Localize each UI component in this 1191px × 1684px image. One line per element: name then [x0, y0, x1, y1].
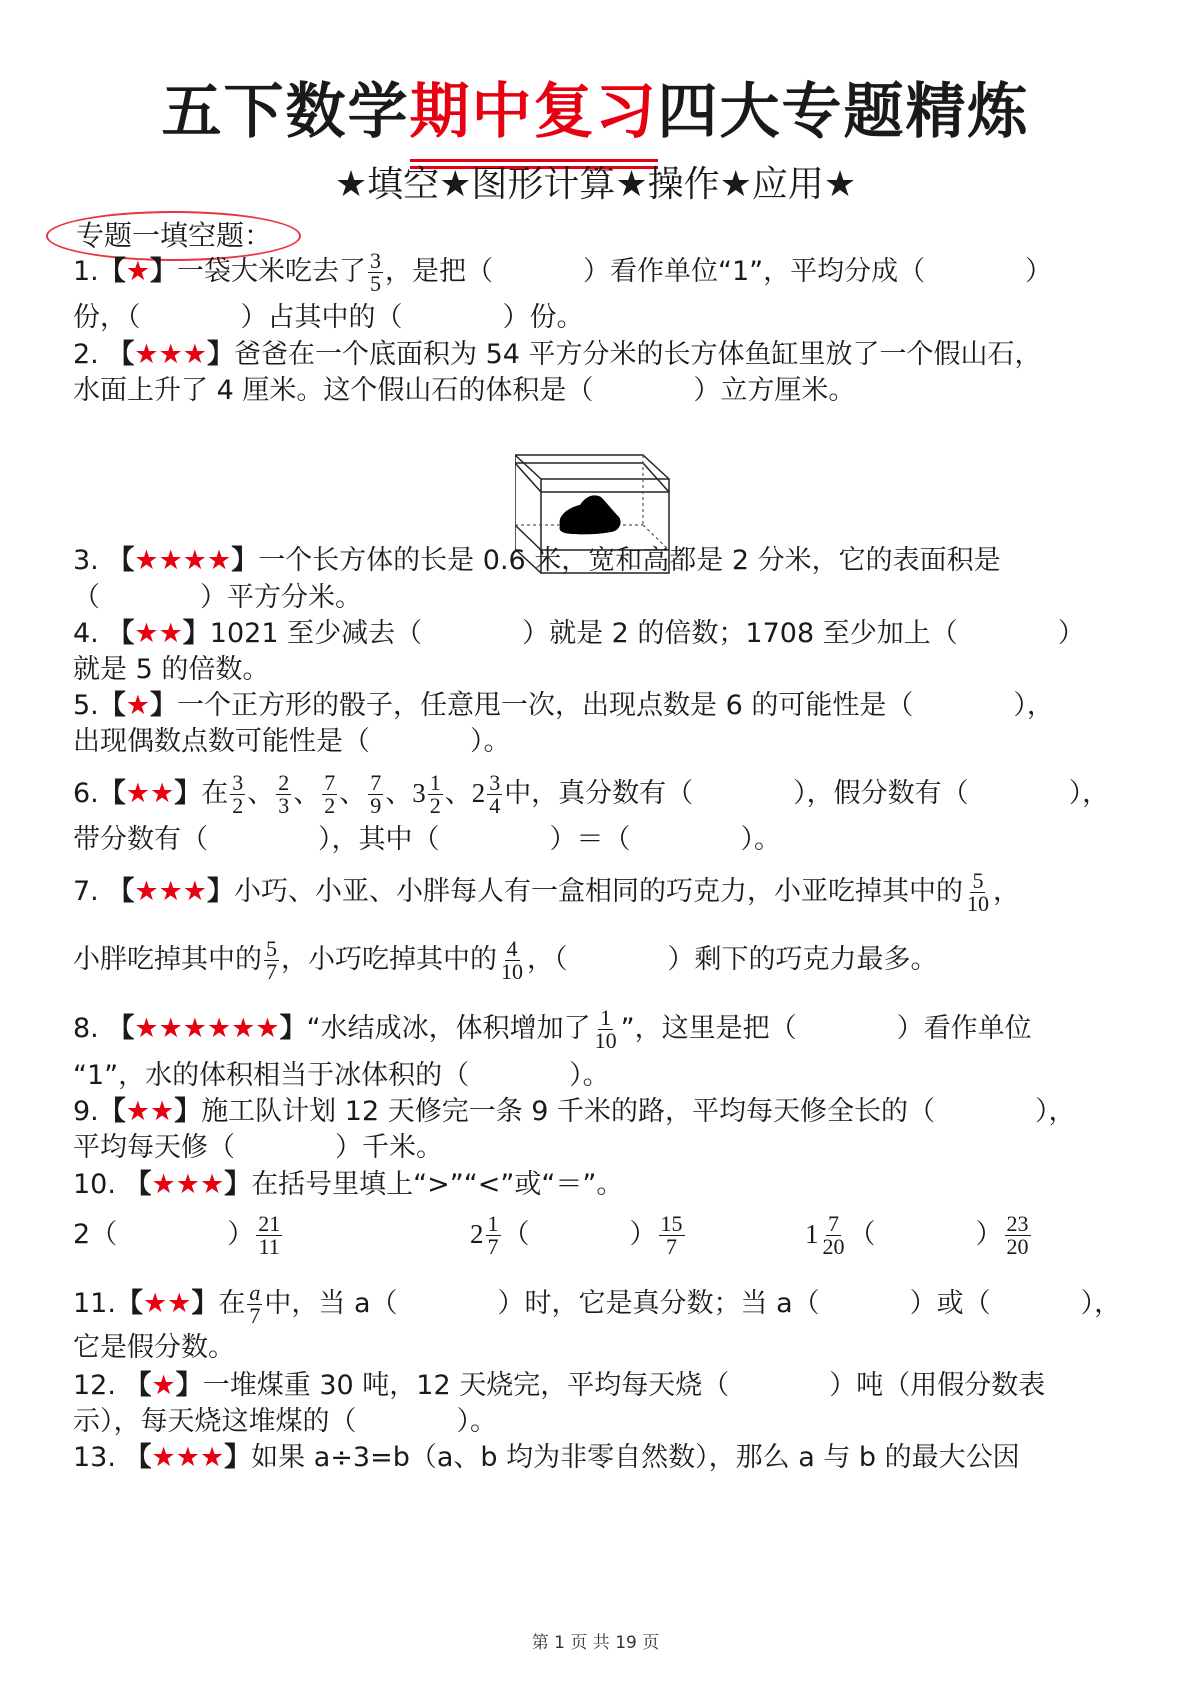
q-text: ）。 [569, 1060, 610, 1091]
q-text: ）或（ [909, 1288, 991, 1319]
question-4-line2 [73, 652, 269, 688]
difficulty-stars: ★★ [125, 1096, 175, 1127]
question-6-line2 [73, 822, 781, 858]
q-text: 就是 5 的倍数。 [73, 654, 270, 685]
q-num: 11. [73, 1288, 116, 1319]
question-8-line2 [73, 1058, 610, 1094]
q-text: “水结成冰，体积增加了 [306, 1013, 591, 1044]
title-highlight: 期中复习 [410, 72, 658, 152]
fraction: $\frac{3}{2}$ [232, 770, 244, 818]
q-text: 它是假分数。 [73, 1332, 235, 1363]
q-text: 如果 a÷3=b（a、b 均为非零自然数），那么 a 与 b 的最大公因 [251, 1442, 1020, 1473]
question-12: 12. 【★】一堆煤重 30 吨，12 天烧完，平均每天烧（ ）吨（用假分数表 [73, 1370, 1046, 1401]
q-text: ）千米。 [335, 1132, 443, 1163]
q-text: ）看作单位“1”，平均分成（ [582, 256, 926, 287]
fraction: $\frac{4}{10}$ [501, 936, 523, 984]
question-2-line2 [73, 373, 855, 409]
q-text: 平均每天修（ [73, 1132, 235, 1163]
q-text: ） [1025, 256, 1053, 287]
fraction: $\frac{2}{3}$ [278, 770, 290, 818]
q-num: 8. [73, 1013, 99, 1044]
question-1: 1.【★】一袋大米吃去了 $\frac{3}{5}$ ，是把（ ）看作单位“1”，平均分成（ ） [73, 248, 1053, 296]
difficulty-stars: ★★★★★★ [134, 1013, 280, 1044]
q-text: 施工队计划 12 天修完一条 9 千米的路，平均每天修全长的（ [201, 1096, 936, 1127]
q-text: ）平方分米。 [200, 582, 362, 613]
q-text: ）吨（用假分数表 [829, 1370, 1046, 1401]
fraction: $\frac{5}{7}$ [266, 936, 277, 984]
fraction: $\frac{1}{7}$ [487, 1211, 499, 1259]
question-5-line2 [73, 724, 511, 760]
section-label: 专题一填空题： [76, 219, 273, 252]
q-text: 带分数有（ [73, 824, 208, 855]
q-text: 在 [201, 778, 229, 809]
question-12-line2 [73, 1404, 497, 1440]
question-7: 7. 【★★★】小巧、小亚、小胖每人有一盒相同的巧克力，小亚吃掉其中的 $\frac{5}{10}$ ， [73, 868, 1020, 916]
q-text: 一个正方形的骰子，任意甩一次，出现点数是 6 的可能性是（ [176, 690, 914, 721]
q-num: 7. [73, 876, 99, 907]
q-text: 中，当 a（ [264, 1288, 398, 1319]
fraction: $\frac{5}{10}$ [966, 868, 989, 916]
difficulty-stars: ★★ [134, 618, 183, 649]
q-num: 4. [73, 618, 99, 649]
fraction: $\frac{1}{2}$ [429, 770, 441, 818]
q-text: ，小巧吃掉其中的 [281, 944, 497, 975]
q-text: ）占其中的（ [240, 302, 403, 333]
question-3-line2 [73, 580, 362, 616]
q-text: 水面上升了 4 厘米。这个假山石的体积是（ [73, 375, 594, 406]
difficulty-stars: ★ [151, 1370, 176, 1401]
q-text: （ [73, 582, 100, 613]
title-part: 四大专题精炼 [657, 77, 1030, 147]
difficulty-stars: ★★★★ [134, 545, 232, 576]
question-8: 8. 【★★★★★★】“水结成冰，体积增加了 $\frac{1}{10}$ ”，这里是把（ ）看作单位 [73, 1005, 1032, 1053]
title-part: 五下数学 [161, 77, 410, 147]
fraction: $\frac{3}{5}$ [369, 248, 381, 296]
mixed-whole: 3 [412, 778, 426, 808]
question-13: 13. 【★★★】如果 a÷3=b（a、b 均为非零自然数），那么 a 与 b 的最大公因 [73, 1442, 1020, 1473]
q-text: 一堆煤重 30 吨，12 天烧完，平均每天烧（ [202, 1370, 730, 1401]
q-text: ）， [1013, 690, 1054, 721]
q-text: ）＝（ [549, 824, 631, 855]
difficulty-stars: ★★★ [134, 876, 207, 907]
q-text: ）， [1080, 1288, 1122, 1319]
q-text: 小胖吃掉其中的 [73, 944, 262, 975]
q-text: 1021 至少减去（ [209, 618, 423, 649]
q-text: ）剩下的巧克力最多。 [667, 944, 938, 975]
q-text: 一袋大米吃去了 [176, 256, 366, 287]
compare-item-1: 2（ ） $\frac{21}{11}$ [73, 1211, 281, 1259]
q-text: ）。 [456, 1406, 497, 1437]
q-num: 9. [73, 1096, 99, 1127]
question-7-line2 [73, 938, 938, 983]
compare-item-3: 1 $\frac{7}{20}$ （ ） $\frac{23}{20}$ [805, 1211, 1029, 1259]
q-text: ）， [1035, 1096, 1076, 1127]
q-text: ）。 [470, 726, 511, 757]
question-6: 6.【★★】在 $\frac{3}{2}$ 、 $\frac{2}{3}$ 、 $\frac{7}{2}$ 、 $\frac{7}{9}$ 、3 $\frac{1}{2}$ 、2 $\frac{3}{4}$ 中，真分数有（ ），假分数有（ ）， [73, 770, 1110, 818]
fraction: $\frac{1}{10}$ [594, 1005, 617, 1053]
q-text: ），其中（ [318, 824, 440, 855]
question-9: 9.【★★】施工队计划 12 天修完一条 9 千米的路，平均每天修全长的（ ）， [73, 1096, 1076, 1127]
q-text: ）份。 [502, 302, 584, 333]
q-text: ）立方厘米。 [693, 375, 856, 406]
question-5: 5.【★】一个正方形的骰子，任意甩一次，出现点数是 6 的可能性是（ ）， [73, 690, 1054, 721]
q-text: 出现偶数点数可能性是（ [73, 726, 370, 757]
q-text: ），假分数有（ [793, 778, 969, 809]
q-text: 爸爸在一个底面积为 54 平方分米的长方体鱼缸里放了一个假山石， [233, 339, 1042, 370]
q-text: ）， [1068, 778, 1110, 809]
q-text: 中，真分数有（ [504, 778, 694, 809]
q-text: ， [992, 876, 1020, 907]
difficulty-stars: ★★★ [134, 339, 207, 370]
q-text: “1”，水的体积相当于冰体积的（ [73, 1060, 470, 1091]
question-4: 4. 【★★】1021 至少减去（ ）就是 2 的倍数；1708 至少加上（ ） [73, 618, 1085, 649]
question-3: 3. 【★★★★】一个长方体的长是 0.6 米，宽和高都是 2 分米，它的表面积是 [73, 545, 1001, 576]
fraction: $\frac{a}{7}$ [249, 1280, 261, 1328]
q-text: 一个长方体的长是 0.6 米，宽和高都是 2 分米，它的表面积是 [258, 545, 1001, 576]
fraction: $\frac{7}{9}$ [370, 770, 382, 818]
q-text: ，（ [527, 944, 568, 975]
q-num: 10. [73, 1169, 116, 1200]
difficulty-stars: ★★ [142, 1288, 192, 1319]
q-text: 在括号里填上“>”“<”或“＝”。 [251, 1169, 624, 1200]
question-9-line2 [73, 1130, 443, 1166]
difficulty-stars: ★★★ [151, 1169, 225, 1200]
q-text: 示），每天烧这堆煤的（ [73, 1406, 357, 1437]
q-num: 3. [73, 545, 99, 576]
q-num: 6. [73, 778, 99, 809]
fraction: $\frac{7}{2}$ [324, 770, 336, 818]
q-text: ”，这里是把（ [620, 1013, 797, 1044]
question-11: 11.【★★】在 $\frac{a}{7}$ 中，当 a（ ）时，它是真分数；当 a（ ）或（ ）， [73, 1280, 1122, 1328]
subtitle: ★填空★图形计算★操作★应用★ [334, 164, 857, 205]
mixed-whole: 2 [471, 778, 486, 808]
difficulty-stars: ★ [125, 256, 150, 287]
q-num: 2. [73, 339, 99, 370]
q-text: ，是把（ [384, 256, 493, 287]
question-11-line2 [73, 1330, 235, 1366]
question-10: 10. 【★★★】在括号里填上“>”“<”或“＝”。 [73, 1169, 624, 1200]
difficulty-stars: ★★★ [151, 1442, 225, 1473]
q-text: ）时，它是真分数；当 a（ [497, 1288, 820, 1319]
fraction: $\frac{21}{11}$ [258, 1211, 281, 1259]
fraction: $\frac{23}{20}$ [1006, 1211, 1029, 1259]
q-text: ）。 [740, 824, 781, 855]
q-text: ） [1057, 618, 1085, 649]
question-2: 2. 【★★★】爸爸在一个底面积为 54 平方分米的长方体鱼缸里放了一个假山石， [73, 339, 1042, 370]
page-title [0, 72, 1191, 152]
question-1-line2 [73, 300, 584, 336]
q-text: 小巧、小亚、小胖每人有一盒相同的巧克力，小亚吃掉其中的 [233, 876, 963, 907]
q-num: 13. [73, 1442, 116, 1473]
page-number: 第 1 页 共 19 页 [531, 1633, 660, 1653]
fraction: $\frac{3}{4}$ [489, 770, 501, 818]
q-num: 12. [73, 1370, 116, 1401]
difficulty-stars: ★ [125, 690, 150, 721]
q-num: 5. [73, 690, 99, 721]
difficulty-stars: ★★ [125, 778, 175, 809]
q-text: 在 [218, 1288, 246, 1319]
compare-item-2: 2 $\frac{1}{7}$ （ ） $\frac{15}{7}$ [470, 1211, 683, 1259]
fraction: $\frac{15}{7}$ [660, 1211, 683, 1259]
q-text: ）就是 2 的倍数；1708 至少加上（ [522, 618, 958, 649]
rock-shape [560, 495, 621, 534]
fraction: $\frac{7}{20}$ [822, 1211, 845, 1259]
q-text: ）看作单位 [896, 1013, 1032, 1044]
q-text: 份，（ [73, 302, 141, 333]
q-num: 1. [73, 256, 99, 287]
